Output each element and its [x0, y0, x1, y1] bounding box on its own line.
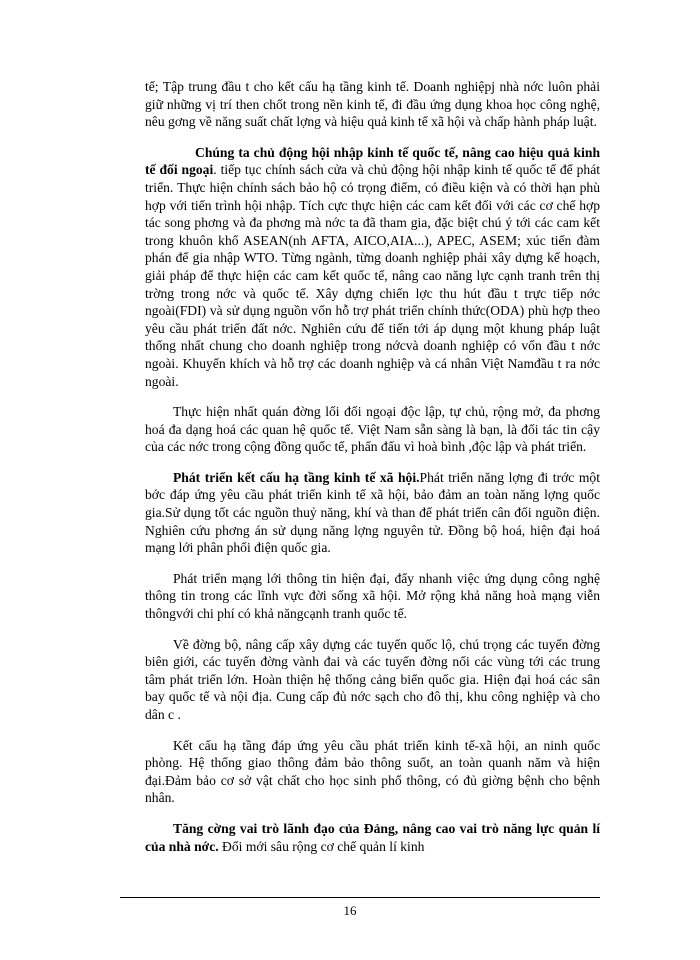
- paragraph-8: Tăng cờng vai trò lãnh đạo của Đảng, nâng cao vai trò năng lực quản lí của nhà nớc. Đổi mới sâu rộng cơ chế quản lí kinh: [145, 820, 600, 854]
- document-body: [145, 78, 600, 868]
- paragraph-5: Phát triển mạng lới thông tin hiện đại, đẩy nhanh việc ứng dụng công nghệ thông tin trong các lĩnh vực đời sống xã hội. Mở rộng khả năng hoà mạng viễn thôngvới chi phí có khả năngcạnh tranh quốc tế.: [145, 570, 600, 622]
- paragraph-6: Về đờng bộ, nâng cấp xây dựng các tuyến quốc lộ, chú trọng các tuyến đờng biên giới, các tuyến đờng vành đai và các tuyến đờng nối các vùng tới các trung tâm phát triển lớn. Hoàn thiện hệ thống cảng biển quốc gia. Hiện đại hoá các sân bay quốc tế và nội địa. Cung cấp đủ nớc sạch cho đô thị, khu công nghiệp và cho dân c .: [145, 636, 600, 722]
- paragraph-2: Chúng ta chủ động hội nhập kinh tế quốc tế, nâng cao hiệu quả kinh tế đối ngoại. tiếp tục chính sách cửa và chủ động hội nhập kinh tế quốc tế để phát triển. Thực hiện chính sách bảo hộ có trọng điểm, có điều kiện và có thời hạn phù hợp với tiến trình hội nhập. Tích cực thực hiện các cam kết đối với các cơ chế hợp tác song phơng và đa phơng mà nớc ta đã tham gia, đặc biệt chú ý tới các cam kết trong khuôn khổ ASEAN(nh AFTA, AICO,AIA...), APEC, ASEM; xúc tiến đàm phán để gia nhập WTO. Từng ngành, từng doanh nghiệp phải xây dựng kế hoạch, giải pháp để thực hiện các cam kết quốc tế, nâng cao năng lực cạnh tranh trên thị trờng trong nớc và quốc tế. Xây dựng chiến lợc thu hút đầu t trực tiếp nớc ngoài(FDI) và sử dụng nguồn vốn hỗ trợ phát triển chính thức(ODA) phù hợp theo yêu cầu phát triển đất nớc. Nghiên cứu để tiến tới áp dụng một khung pháp luật thống nhất chung cho doanh nghiệp trong nớcvà doanh nghiệp có vốn đầu t nớc ngoài. Khuyến khích và hỗ trợ các doanh nghiệp và cá nhân Việt Namđầu t ra nớc ngoài.: [145, 144, 600, 389]
- page-number: 16: [343, 903, 357, 918]
- footer-divider: [120, 897, 600, 898]
- paragraph-1: tế; Tập trung đầu t cho kết cấu hạ tầng kinh tế. Doanh nghiệpj nhà nớc luôn phải giữ những vị trí then chốt trong nền kinh tế, đi đầu ứng dụng khoa học công nghệ, nêu gơng về năng suất chất lợng và hiệu quả kinh tế xã hội và chấp hành pháp luật.: [145, 79, 600, 130]
- paragraph-4: Phát triển kết cấu hạ tầng kinh tế xã hội.Phát triển năng lợng đi trớc một bớc đáp ứng yêu cầu phát triển kinh tế xã hội, bảo đảm an toàn năng lợng quốc gia.Sử dụng tốt các nguồn thuỷ năng, khí và than để phát triển cân đối nguồn điện. Nghiên cứu phơng án sử dụng năng lợng nguyên tử. Đồng bộ hoá, hiện đại hoá mạng lới phân phối điện quốc gia.: [145, 469, 601, 556]
- paragraph-3: Thực hiện nhất quán đờng lối đối ngoại độc lập, tự chủ, rộng mở, đa phơng hoá đa dạng hoá các quan hệ quốc tế. Việt Nam sẵn sàng là bạn, là đối tác tin cậy của các nớc trong cộng đồng quốc tế, phấn đấu vì hoà bình ,độc lập và phát triển.: [145, 404, 600, 455]
- paragraph-7: Kết cấu hạ tầng đáp ứng yêu cầu phát triển kinh tế-xã hội, an ninh quốc phòng. Hệ thống giao thông đảm bảo thông suốt, an toàn quanh năm và hiện đại.Đảm bảo cơ sở vật chất cho học sinh phổ thông, có đủ giờng bệnh cho bệnh nhân.: [145, 737, 600, 806]
